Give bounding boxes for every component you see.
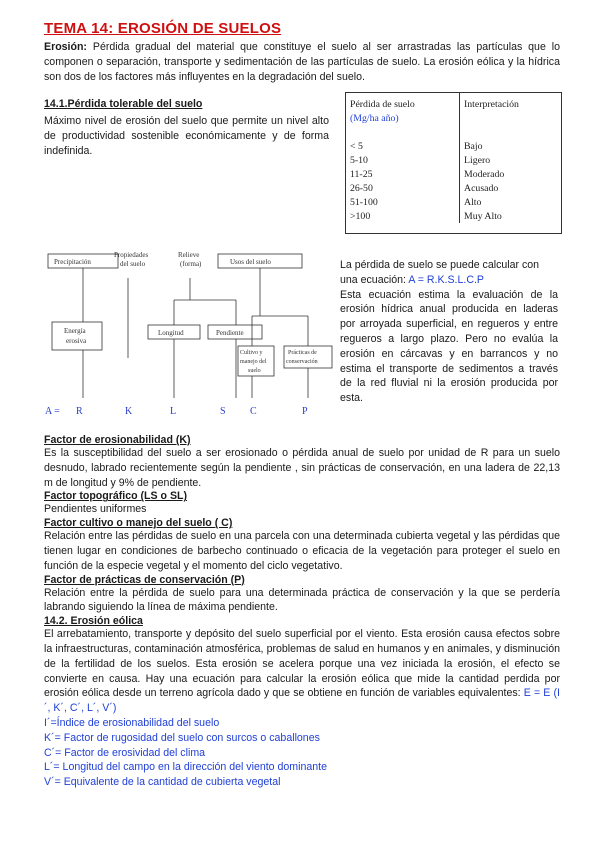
factor-p-heading: Factor de prácticas de conservación (P) bbox=[44, 573, 245, 586]
factor-c-heading: Factor cultivo o manejo del suelo ( C) bbox=[44, 517, 233, 530]
variable-item: C´= Factor de erosividad del clima bbox=[44, 746, 206, 759]
table-row: 5-10 Ligero bbox=[346, 153, 561, 167]
diagram-practicas-2: conservación bbox=[286, 359, 318, 365]
factor-p-text: Relación entre la pérdida de suelo para una determinada práctica de conservación y la que se perdería labrando siguiendo la línea de máxima pendiente. bbox=[44, 586, 560, 614]
table-row: 11-25 Moderado bbox=[346, 167, 561, 181]
variable-item: K´= Factor de rugosidad del suelo con surcos o caballones bbox=[44, 731, 320, 744]
wind-formula: E = E (I´, K´, C´, L´, V´) bbox=[44, 687, 560, 715]
diagram-letter-p: P bbox=[302, 406, 308, 417]
variable-item: L´= Longitud del campo en la dirección del viento dominante bbox=[44, 761, 327, 774]
factors-section bbox=[44, 434, 560, 790]
diagram-letter-r: R bbox=[76, 406, 83, 417]
diagram-energia-2: erosiva bbox=[66, 337, 87, 345]
section-2-text: El arrebatamiento, transporte y depósito del suelo superficial por el viento. Esta erosión causa efectos sobre la infraestructuras, contaminación atmosférica, problemas de salud en humanos y en animales, y disminución de la fertilidad de los suelos. Esta erosión se acelera porque una vez iniciada la erosión, el efecto se convierte en causa. Hay una ecuación para calcular la erosión eólica que mide la cantidad perdida por erosión eólica desde un terreno agrícola dado y que se obtiene en función de variables equivalentes: E = E (I´, K´, C´, L´, V´) bbox=[44, 628, 560, 715]
diagram-energia-1: Energía bbox=[64, 327, 86, 335]
diagram-usos: Usos del suelo bbox=[230, 258, 271, 266]
equation-line-1: La pérdida de suelo se puede calcular con bbox=[340, 259, 540, 271]
diagram-letter-a: A = bbox=[45, 406, 60, 417]
diagram-propiedades-2: del suelo bbox=[120, 260, 146, 268]
diagram-cultivo-2: manejo del bbox=[240, 359, 267, 365]
section-1-text: Máximo nivel de erosión del suelo que permite un nivel alto de productividad sostenible económicamente y de forma indefinida. bbox=[44, 115, 329, 157]
equation-block bbox=[340, 258, 558, 406]
variable-item: I´=Índice de erosionabilidad del suelo bbox=[44, 716, 220, 729]
factor-k-heading: Factor de erosionabilidad (K) bbox=[44, 434, 191, 446]
factor-c-text: Relación entre las pérdidas de suelo en una parcela con una determinada cubierta vegetal y las pérdidas que tienen lugar en condiciones de barbecho continuado o eficacia de la vegetación para proteger el suelo en función de la especie vegetal y el momento del ciclo vegetativo. bbox=[44, 530, 560, 572]
equation-description: Esta ecuación estima la evaluación de la erosión hídrica anual producida en laderas por arroyada superficial, en regueros y entre regueros a largo plazo. Pero no evalúa la erosión en cárcavas y en barrancos y no estima el transporte de sedimentos a través de la red fluvial ni la erosión producida por esta. bbox=[340, 288, 558, 405]
table-row: 26-50 Acusado bbox=[346, 181, 561, 195]
diagram-longitud: Longitud bbox=[158, 329, 184, 337]
table-row: < 5 Bajo bbox=[346, 139, 561, 153]
diagram-letter-c: C bbox=[250, 406, 257, 417]
table-header-units: (Mg/ha año) bbox=[346, 111, 460, 125]
table-row: 51-100 Alto bbox=[346, 195, 561, 209]
diagram-relieve-2: (forma) bbox=[180, 260, 202, 268]
intro-paragraph bbox=[44, 40, 560, 84]
table-header-interpretation: Interpretación bbox=[464, 98, 519, 110]
page-title: TEMA 14: EROSIÓN DE SUELOS bbox=[44, 20, 282, 37]
section-2-heading: 14.2. Erosión eólica bbox=[44, 615, 143, 628]
diagram-letter-k: K bbox=[125, 406, 133, 417]
usle-diagram bbox=[40, 248, 340, 448]
section-1-heading: 14.1.Pérdida tolerable del suelo bbox=[44, 98, 203, 110]
factor-ls-text: Pendientes uniformes bbox=[44, 503, 147, 516]
diagram-letter-l: L bbox=[170, 406, 177, 417]
factor-ls-heading: Factor topográfico (LS o SL) bbox=[44, 490, 188, 503]
diagram-letter-s: S bbox=[220, 406, 226, 417]
diagram-propiedades-1: Propiedades bbox=[114, 251, 149, 259]
diagram-practicas-1: Prácticas de bbox=[288, 350, 317, 356]
diagram-cultivo-3: suelo bbox=[248, 368, 261, 374]
tolerance-table bbox=[345, 92, 562, 234]
diagram-precipitacion: Precipitación bbox=[54, 258, 91, 266]
factor-k-text: Es la susceptibilidad del suelo a ser erosionado o pérdida anual de suelo por unidad de R para un suelo desnudo, labrado recientemente según la pendiente , sin prácticas de conservación, en una ladera de 22,13 m de longitud y 9% de pendiente. bbox=[44, 447, 560, 489]
variable-item: V´= Equivalente de la cantidad de cubierta vegetal bbox=[44, 776, 281, 789]
diagram-relieve-1: Relieve bbox=[178, 251, 200, 259]
intro-term: Erosión: bbox=[44, 41, 87, 53]
usle-formula: A = R.K.S.L.C.P bbox=[408, 273, 484, 286]
equation-line-2: una ecuación: A = R.K.S.L.C.P bbox=[340, 273, 484, 286]
diagram-pendiente: Pendiente bbox=[216, 329, 244, 337]
table-header-loss: Pérdida de suelo bbox=[346, 93, 460, 111]
table-row: >100 Muy Alto bbox=[346, 209, 561, 223]
diagram-cultivo-1: Cultivo y bbox=[240, 350, 263, 356]
intro-text: Pérdida gradual del material que constituye el suelo al ser arrastradas las partículas que lo componen o separación, transporte y sedimentación de las partículas de suelo. La erosión eólica y la hídrica son dos de los factores más influyentes en la degradación del suelo. bbox=[44, 41, 560, 83]
